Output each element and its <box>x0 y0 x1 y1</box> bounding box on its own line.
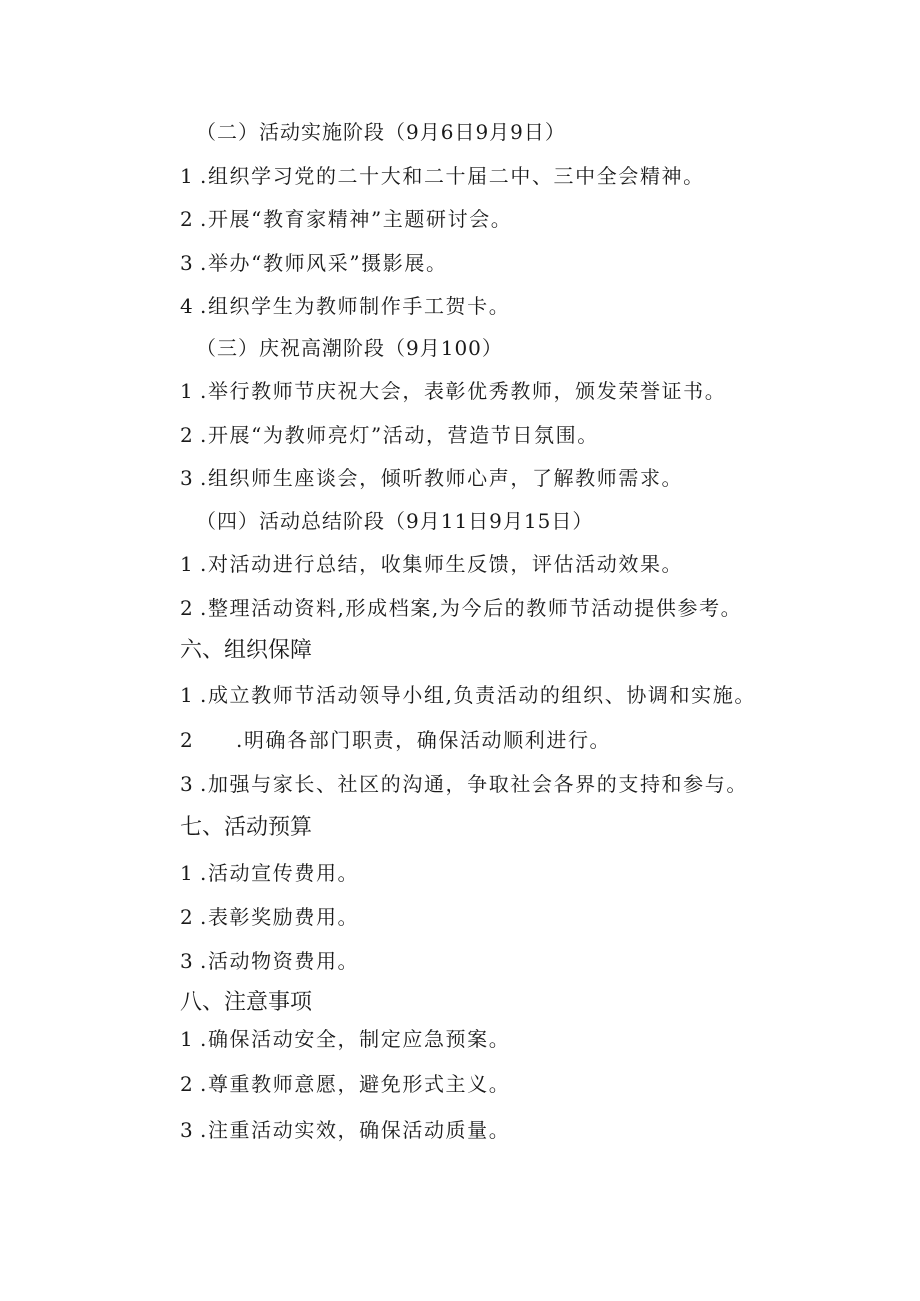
phase3-heading: （三）庆祝高潮阶段（9月100） <box>196 336 503 360</box>
list-item: 3 .组织师生座谈会，倾听教师心声，了解教师需求。 <box>180 466 684 490</box>
list-item: 2 .开展“为教师亮灯”活动，营造节日氛围。 <box>180 423 599 447</box>
phase4-heading: （四）活动总结阶段（9月11日9月15日） <box>196 509 594 533</box>
list-item: 3 .加强与家长、社区的沟通，争取社会各界的支持和参与。 <box>180 772 748 796</box>
list-item: 1 .举行教师节庆祝大会，表彰优秀教师，颁发荣誉证书。 <box>180 379 727 403</box>
list-item: 2 .整理活动资料,形成档案,为今后的教师节活动提供参考。 <box>180 596 743 620</box>
list-item: 2 .表彰奖励费用。 <box>180 905 360 929</box>
list-item: 2 .开展“教育家精神”主题研讨会。 <box>180 207 513 231</box>
list-item: 1 .成立教师节活动领导小组,负责活动的组织、协调和实施。 <box>180 683 756 707</box>
list-item: 3 .活动物资费用。 <box>180 949 360 973</box>
list-item: 1 .对活动进行总结，收集师生反馈，评估活动效果。 <box>180 552 684 576</box>
phase2-heading: （二）活动实施阶段（9月6日9月9日） <box>196 120 566 144</box>
list-item: 2 .尊重教师意愿，避免形式主义。 <box>180 1072 511 1096</box>
section-heading-org: 六、组织保障 <box>180 638 313 663</box>
list-item: 3 .注重活动实效，确保活动质量。 <box>180 1118 511 1142</box>
list-item: 4 .组织学生为教师制作手工贺卡。 <box>180 294 511 318</box>
section-heading-budget: 七、活动预算 <box>180 815 313 840</box>
list-item: 2 .明确各部门职责，确保活动顺利进行。 <box>180 728 612 752</box>
section-heading-notes: 八、注意事项 <box>180 990 313 1015</box>
list-item: 1 .活动宣传费用。 <box>180 861 360 885</box>
list-item: 1 .确保活动安全，制定应急预案。 <box>180 1027 511 1051</box>
list-item: 1 .组织学习党的二十大和二十届二中、三中全会精神。 <box>180 164 705 188</box>
list-item: 3 .举办“教师风采”摄影展。 <box>180 251 448 275</box>
